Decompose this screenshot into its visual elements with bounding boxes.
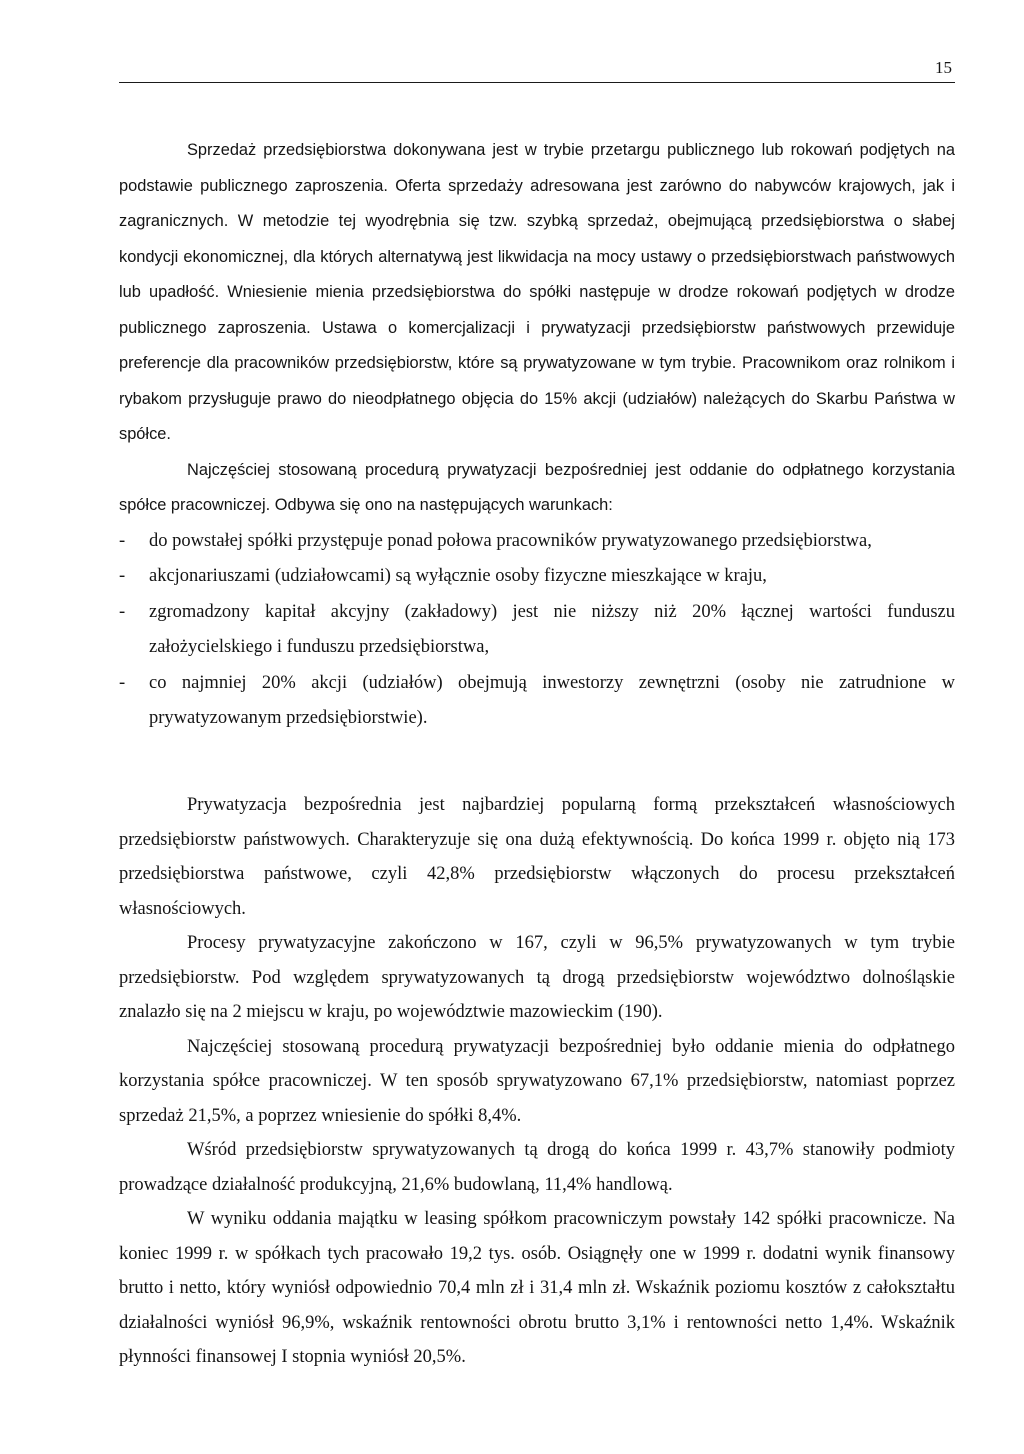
list-dash: - — [119, 530, 126, 551]
header-rule — [119, 82, 955, 83]
list-dash: - — [119, 601, 126, 622]
list-item-text: zgromadzony kapitał akcyjny (zakładowy) jest nie niższy niż 20% łącznej wartości funduszu założycielskiego i funduszu przedsiębiorstwa, — [149, 601, 955, 657]
paragraph-sale-of-enterprise: Sprzedaż przedsiębiorstwa dokonywana jest w trybie przetargu publicznego lub rokowań podjętych na podstawie publicznego zaproszenia. Oferta sprzedaży adresowana jest zarówno do nabywców krajowych, jak i zagranicznych. W metodzie tej wyodrębnia się tzw. szybką sprzedaż, obejmującą przedsiębiorstwa o słabej kondycji ekonomicznej, dla których alternatywą jest likwidacja na mocy ustawy o przedsiębiorstwach państwowych lub upadłość. Wniesienie mienia przedsiębiorstwa do spółki następuje w drodze rokowań podjętych w drodze publicznego zaproszenia. Ustawa o komercjalizacji i prywatyzacji przedsiębiorstw państwowych przewiduje preferencje dla pracowników przedsiębiorstw, które są prywatyzowane w tym trybie. Pracownikom oraz rolnikom i rybakom przysługuje prawo do nieodpłatnego objęcia do 15% akcji (udziałów) należących do Skarbu Państwa w spółce. — [119, 141, 955, 443]
list-dash: - — [119, 672, 126, 693]
list-dash: - — [119, 566, 126, 586]
list-item-text: do powstałej spółki przystępuje ponad połowa pracowników prywatyzowanego przedsiębiorstwa, — [149, 530, 872, 551]
list-item-text: co najmniej 20% akcji (udziałów) obejmują inwestorzy zewnętrzni (osoby nie zatrudnione w prywatyzowanym przedsiębiorstwie). — [149, 672, 955, 728]
section-direct-privatization-methods — [119, 133, 955, 737]
list-item-text: akcjonariuszami (udziałowcami) są wyłącznie osoby fizyczne mieszkające w kraju, — [149, 566, 767, 586]
page-number: 15 — [935, 58, 952, 77]
paragraph-popularity: Prywatyzacja bezpośrednia jest najbardziej popularną formą przekształceń własnościowych przedsiębiorstw państwowych. Charakteryzuje się ona dużą efektywnością. Do końca 1999 r. objęto nią 173 przedsiębiorstwa państwowe, czyli 42,8% przedsiębiorstw włączonych do procesu przekształceń własnościowych. — [119, 795, 955, 919]
paragraph-completed-processes: Procesy prywatyzacyjne zakończono w 167, czyli w 96,5% prywatyzowanych w tym trybie przedsiębiorstw. Pod względem sprywatyzowanych tą drogą przedsiębiorstw województwo dolnośląskie znalazło się na 2 miejscu w kraju, po województwie mazowieckim (190). — [119, 933, 955, 1022]
paragraph-sector-structure: Wśród przedsiębiorstw sprywatyzowanych tą drogą do końca 1999 r. 43,7% stanowiły podmioty prowadzące działalność produkcyjną, 21,6% budowlaną, 11,4% handlową. — [119, 1140, 955, 1195]
list-item — [119, 559, 955, 595]
conditions-list — [119, 524, 955, 737]
list-item — [119, 595, 955, 666]
paragraph-leasing-results: W wyniku oddania majątku w leasing spółkom pracowniczym powstały 142 spółki pracownicze. Na koniec 1999 r. w spółkach tych pracowało 19,2 tys. osób. Osiągnęły one w 1999 r. dodatni wynik finansowy brutto i netto, który wyniósł odpowiednio 70,4 mln zł i 31,4 mln zł. Wskaźnik poziomu kosztów z całokształtu działalności wyniósł 96,9%, wskaźnik rentowności obrotu brutto 3,1% i rentowności netto 1,4%. Wskaźnik płynności finansowej I stopnia wyniósł 20,5%. — [119, 1209, 955, 1367]
paragraph-employee-company: Najczęściej stosowaną procedurą prywatyzacji bezpośredniej jest oddanie do odpłatnego korzystania spółce pracowniczej. Odbywa się ono na następujących warunkach: — [119, 460, 955, 514]
paragraph-procedures: Najczęściej stosowaną procedurą prywatyzacji bezpośredniej było oddanie mienia do odpłatnego korzystania spółce pracowniczej. W ten sposób sprywatyzowano 67,1% przedsiębiorstw, natomiast poprzez sprzedaż 21,5%, a poprzez wniesienie do spółki 8,4%. — [119, 1036, 955, 1126]
section-direct-privatization-results — [119, 788, 955, 1375]
list-item — [119, 666, 955, 737]
list-item — [119, 524, 955, 560]
